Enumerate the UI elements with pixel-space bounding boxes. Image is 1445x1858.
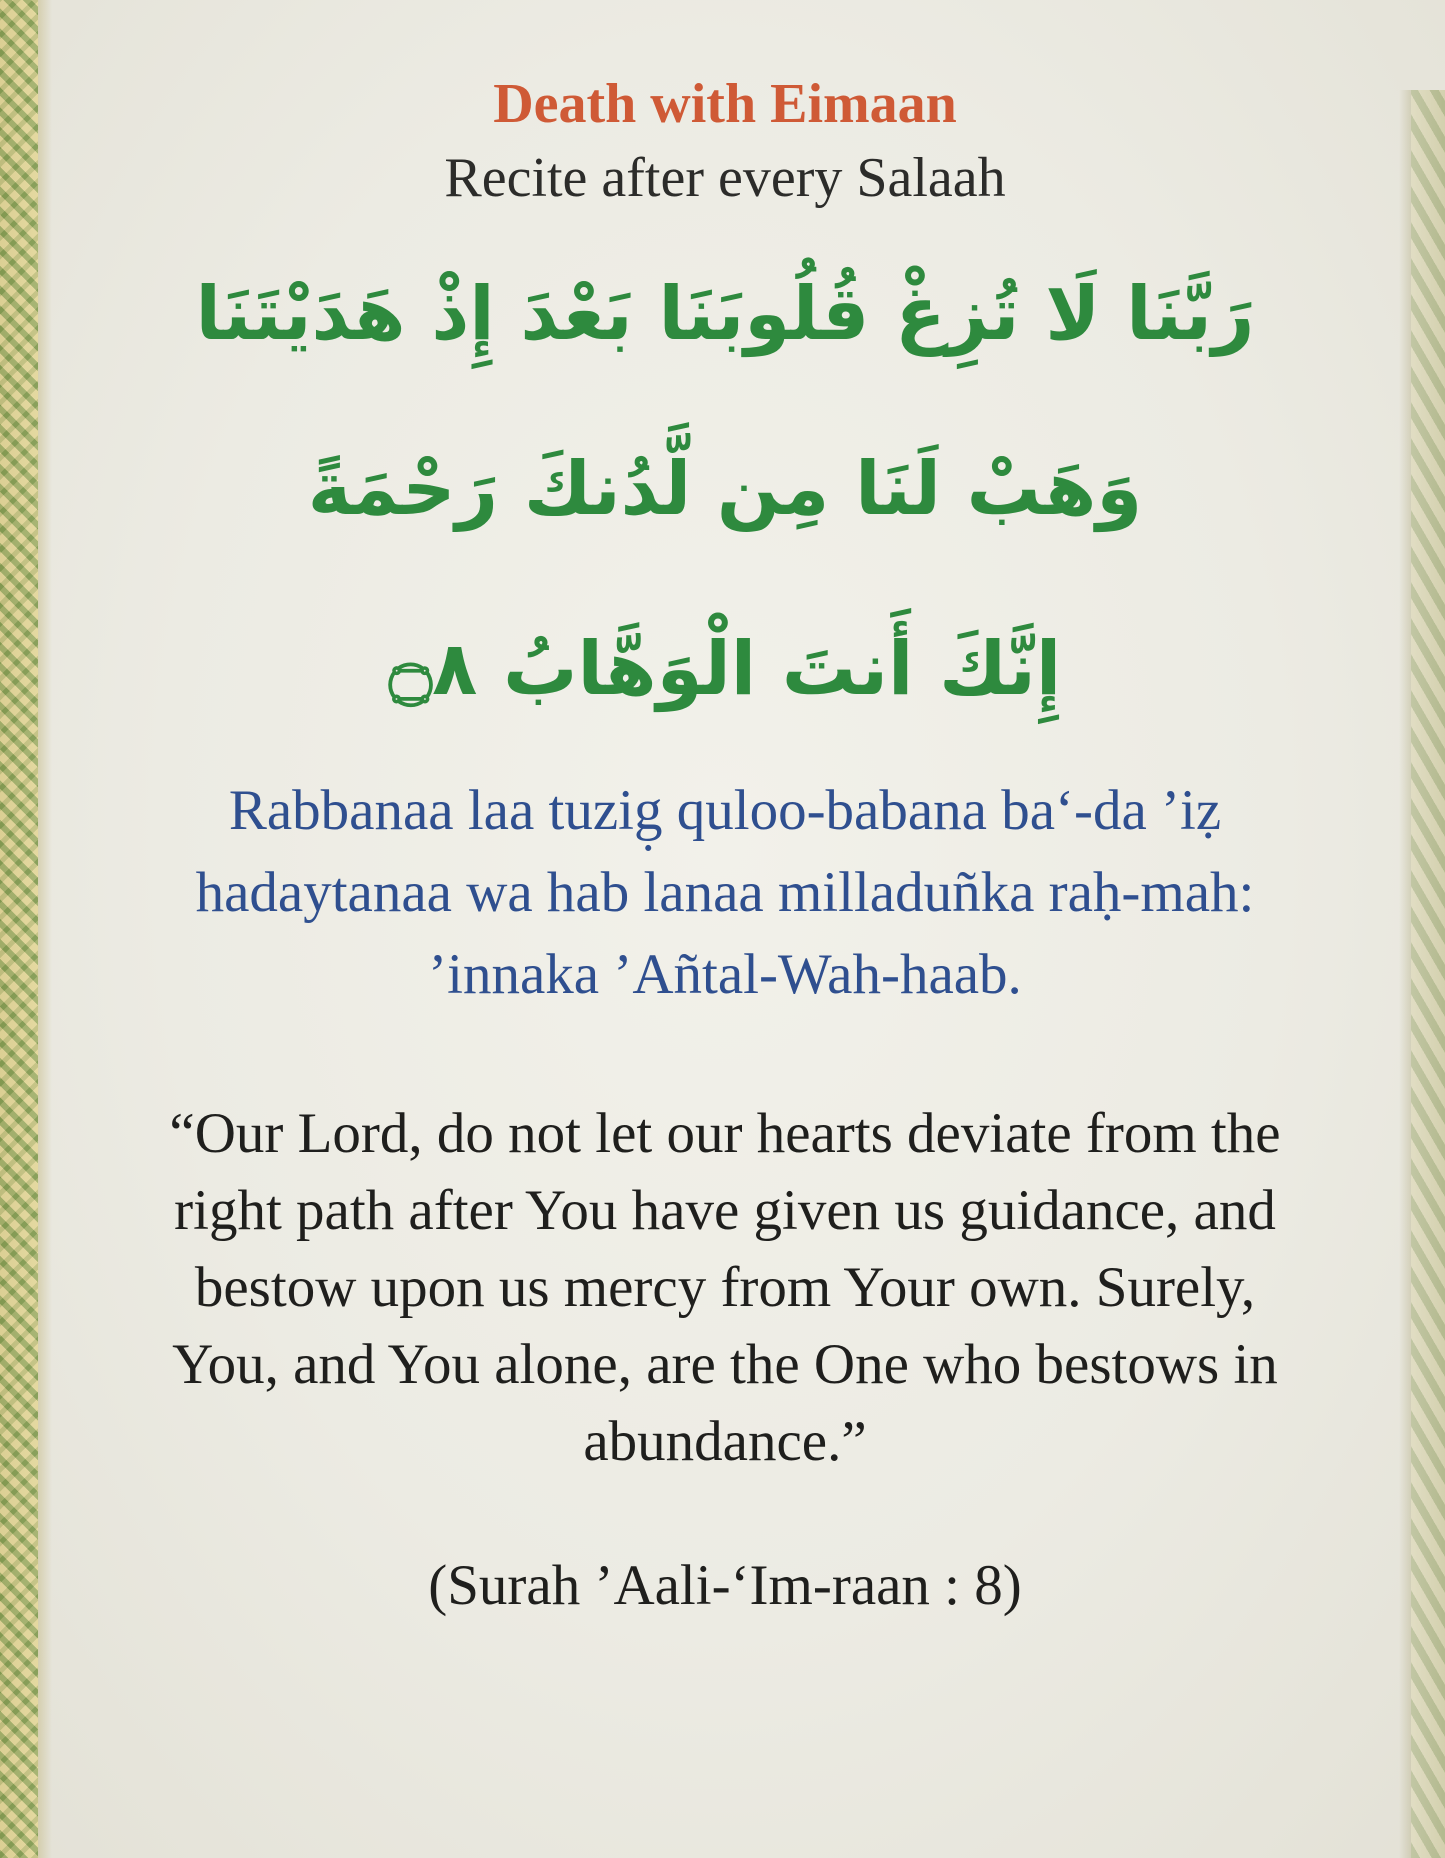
page-subtitle: Recite after every Salaah xyxy=(444,147,1006,209)
transliteration-block xyxy=(60,770,1390,1016)
right-ornamental-border xyxy=(1411,90,1445,1858)
arabic-verse-line-1: رَبَّنَا لَا تُزِغْ قُلُوبَنَا بَعْدَ إِذْ هَدَيْتَنَا xyxy=(195,271,1255,357)
translation-line: “Our Lord, do not let our hearts deviate from the xyxy=(169,1102,1281,1165)
surah-reference: (Surah ’Aali-‘Im-raan : 8) xyxy=(428,1554,1022,1617)
arabic-verse-line-2: وَهَبْ لَنَا مِن لَّدُنكَ رَحْمَةً xyxy=(307,446,1143,532)
left-ornamental-border xyxy=(0,0,38,1858)
translation-line: right path after You have given us guidance, and xyxy=(174,1179,1276,1242)
translation-block xyxy=(60,1095,1390,1480)
arabic-verse-line-3: إِنَّكَ أَنتَ الْوَهَّابُ ۝٨ xyxy=(388,626,1062,712)
transliteration-line: Rabbanaa laa tuzig̣ quloo-babana ba‘-da ’iẓ xyxy=(228,779,1222,842)
translation-line: bestow upon us mercy from Your own. Surely, xyxy=(194,1256,1256,1319)
transliteration-line: hadaytanaa wa hab lanaa milladuñka raḥ-mah: xyxy=(195,861,1255,924)
translation-line: You, and You alone, are the One who bestows in xyxy=(172,1333,1278,1396)
page-title: Death with Eimaan xyxy=(493,73,957,135)
translation-line: abundance.” xyxy=(583,1410,867,1473)
transliteration-line: ’innaka ’Añtal-Wah-haab. xyxy=(428,943,1022,1006)
